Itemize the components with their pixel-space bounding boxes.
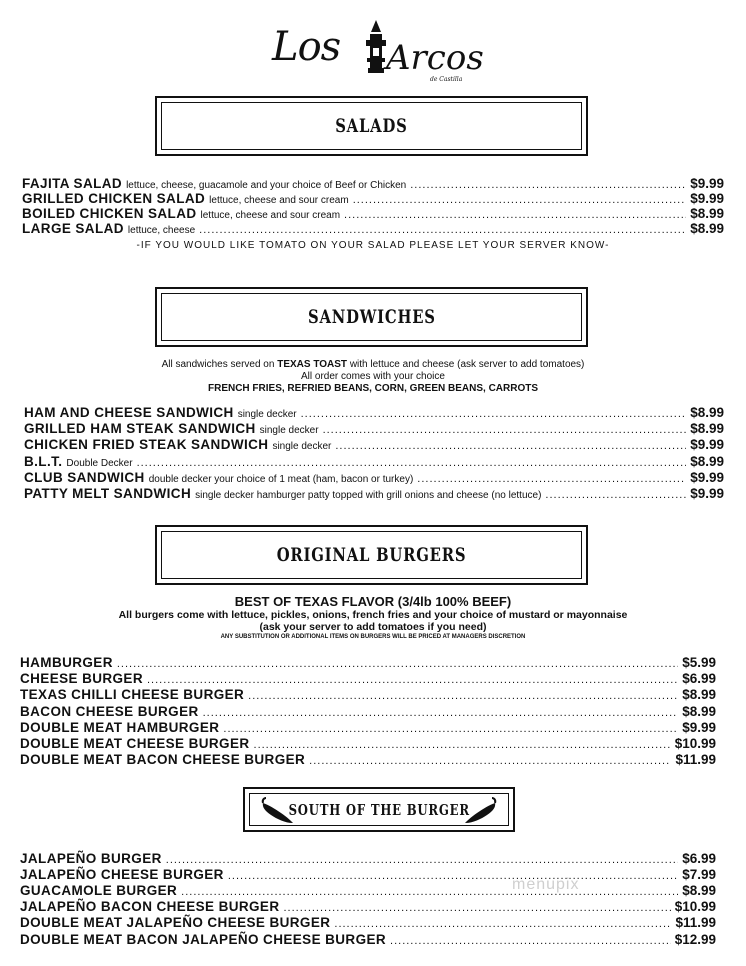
intro-text-end: with lettuce and cheese (ask server to add tomatoes)	[347, 359, 585, 370]
item-price: $10.99	[674, 899, 716, 914]
dot-leader	[181, 884, 678, 900]
item-name: DOUBLE MEAT BACON JALAPEÑO CHEESE BURGER	[20, 932, 387, 947]
dot-leader	[248, 688, 678, 704]
item-price: $6.99	[682, 851, 716, 866]
item-name: B.L.T.	[24, 454, 63, 469]
item-name: DOUBLE MEAT HAMBURGER	[20, 720, 220, 735]
sandwiches-choice-note: All order comes with your choice	[301, 371, 445, 382]
dot-leader	[228, 868, 678, 884]
restaurant-logo	[268, 14, 488, 88]
menu-item	[20, 752, 716, 769]
item-name: JALAPEÑO BACON CHEESE BURGER	[20, 899, 280, 914]
dot-leader	[199, 222, 686, 238]
item-name: PATTY MELT SANDWICH	[24, 486, 192, 501]
item-description: single decker	[272, 441, 332, 452]
dot-leader	[301, 406, 687, 422]
dot-leader	[323, 422, 687, 438]
item-price: $9.99	[690, 437, 724, 452]
item-name: CHEESE BURGER	[20, 671, 143, 686]
intro-text-start: All sandwiches served on	[161, 359, 278, 370]
item-description: single decker	[237, 409, 297, 420]
menu-item	[20, 720, 716, 737]
menu-item	[20, 655, 716, 672]
item-price: $9.99	[690, 470, 724, 485]
dot-leader	[309, 753, 671, 769]
item-price: $9.99	[690, 191, 724, 206]
menu-item	[20, 687, 716, 704]
menu-item	[20, 736, 716, 753]
burgers-includes-note: All burgers come with lettuce, pickles, onions, french fries and your choice of mustard or mayonnaise	[118, 609, 628, 621]
logo-subtitle: de Castilla	[430, 76, 463, 83]
dot-leader	[390, 933, 671, 949]
dot-leader	[545, 487, 686, 503]
item-description: single decker hamburger patty topped with grill onions and cheese (no lettuce)	[195, 490, 542, 501]
dot-leader	[254, 737, 671, 753]
item-name: HAM AND CHEESE SANDWICH	[24, 405, 234, 420]
menu-item	[24, 486, 724, 504]
dot-leader	[117, 656, 678, 672]
item-price: $9.99	[690, 486, 724, 501]
item-price: $12.99	[674, 932, 716, 947]
south-title: SOUTH OF THE BURGER	[288, 800, 470, 819]
item-description: lettuce, cheese	[127, 225, 196, 236]
sandwiches-title: SANDWICHES	[307, 306, 436, 328]
item-price: $11.99	[675, 752, 716, 767]
sandwiches-sides-list: FRENCH FRIES, REFRIED BEANS, CORN, GREEN BEANS, CARROTS	[207, 383, 539, 394]
item-price: $8.99	[690, 405, 724, 420]
logo-word-los: Los	[272, 24, 341, 70]
item-description: lettuce, cheese and sour cream	[209, 195, 349, 206]
item-description: single decker	[259, 425, 319, 436]
item-description: double decker your choice of 1 meat (ham, bacon or turkey)	[148, 474, 414, 485]
item-price: $8.99	[690, 206, 724, 221]
menu-item	[20, 671, 716, 688]
dot-leader	[223, 721, 678, 737]
item-name: CHICKEN FRIED STEAK SANDWICH	[24, 437, 269, 452]
sandwiches-header-box	[155, 287, 588, 347]
item-name: JALAPEÑO CHEESE BURGER	[20, 867, 224, 882]
burgers-heading: BEST OF TEXAS FLAVOR (3/4lb 100% BEEF)	[234, 594, 512, 609]
logo-word-arcos: Arcos	[386, 38, 484, 78]
menu-item	[20, 932, 716, 949]
item-name: JALAPEÑO BURGER	[20, 851, 162, 866]
item-price: $5.99	[682, 655, 716, 670]
dot-leader	[334, 916, 671, 932]
item-name: GUACAMOLE BURGER	[20, 883, 178, 898]
item-price: $8.99	[682, 704, 716, 719]
menu-item	[20, 915, 716, 932]
salads-title: SALADS	[335, 115, 408, 137]
dot-leader	[166, 852, 678, 868]
item-name: DOUBLE MEAT BACON CHEESE BURGER	[20, 752, 306, 767]
item-price: $9.99	[682, 720, 716, 735]
dot-leader	[147, 672, 678, 688]
menu-item	[22, 221, 724, 239]
watermark: menupix	[512, 876, 580, 893]
sandwiches-intro	[0, 359, 746, 370]
dot-leader	[335, 438, 686, 454]
menu-item	[24, 437, 724, 455]
item-name: CLUB SANDWICH	[24, 470, 145, 485]
salad-tomato-note: -IF YOU WOULD LIKE TOMATO ON YOUR SALAD PLEASE LET YOUR SERVER KNOW-	[136, 240, 610, 251]
burgers-header-box	[155, 525, 588, 585]
item-price: $8.99	[690, 454, 724, 469]
menu-item	[20, 704, 716, 721]
dot-leader	[137, 455, 687, 471]
dot-leader	[417, 471, 686, 487]
menu-item	[20, 883, 716, 900]
item-price: $11.99	[675, 915, 716, 930]
item-description: Double Decker	[66, 458, 133, 469]
salads-header-box	[155, 96, 588, 156]
item-price: $7.99	[682, 867, 716, 882]
item-description: lettuce, cheese, guacamole and your choice of Beef or Chicken	[126, 180, 407, 191]
item-price: $8.99	[682, 883, 716, 898]
item-price: $8.99	[682, 687, 716, 702]
item-name: BACON CHEESE BURGER	[20, 704, 199, 719]
item-name: GRILLED CHICKEN SALAD	[22, 191, 206, 206]
burgers-title: ORIGINAL BURGERS	[276, 544, 467, 566]
intro-texas-toast: TEXAS TOAST	[277, 359, 348, 370]
item-price: $8.99	[690, 221, 724, 236]
menu-item	[20, 851, 716, 868]
item-price: $6.99	[682, 671, 716, 686]
item-price: $10.99	[674, 736, 716, 751]
burgers-substitution-note: ANY SUBSTITUTION OR ADDITIONAL ITEMS ON BURGERS WILL BE PRICED AT MANAGERS DISCRETION	[220, 634, 526, 640]
menu-item	[20, 899, 716, 916]
item-price: $9.99	[690, 176, 724, 191]
item-name: DOUBLE MEAT JALAPEÑO CHEESE BURGER	[20, 915, 331, 930]
chili-pepper-icon	[463, 797, 499, 825]
item-description: lettuce, cheese and sour cream	[200, 210, 341, 221]
item-name: GRILLED HAM STEAK SANDWICH	[24, 421, 256, 436]
item-name: HAMBURGER	[20, 655, 113, 670]
item-name: TEXAS CHILLI CHEESE BURGER	[20, 687, 245, 702]
item-name: FAJITA SALAD	[22, 176, 123, 191]
item-name: LARGE SALAD	[22, 221, 124, 236]
dot-leader	[283, 900, 670, 916]
dot-leader	[203, 705, 679, 721]
burgers-tomato-note: (ask your server to add tomatoes if you need)	[259, 621, 487, 633]
menu-item	[20, 867, 716, 884]
item-name: BOILED CHICKEN SALAD	[22, 206, 197, 221]
item-price: $8.99	[690, 421, 724, 436]
south-header-box	[243, 787, 515, 832]
item-name: DOUBLE MEAT CHEESE BURGER	[20, 736, 250, 751]
